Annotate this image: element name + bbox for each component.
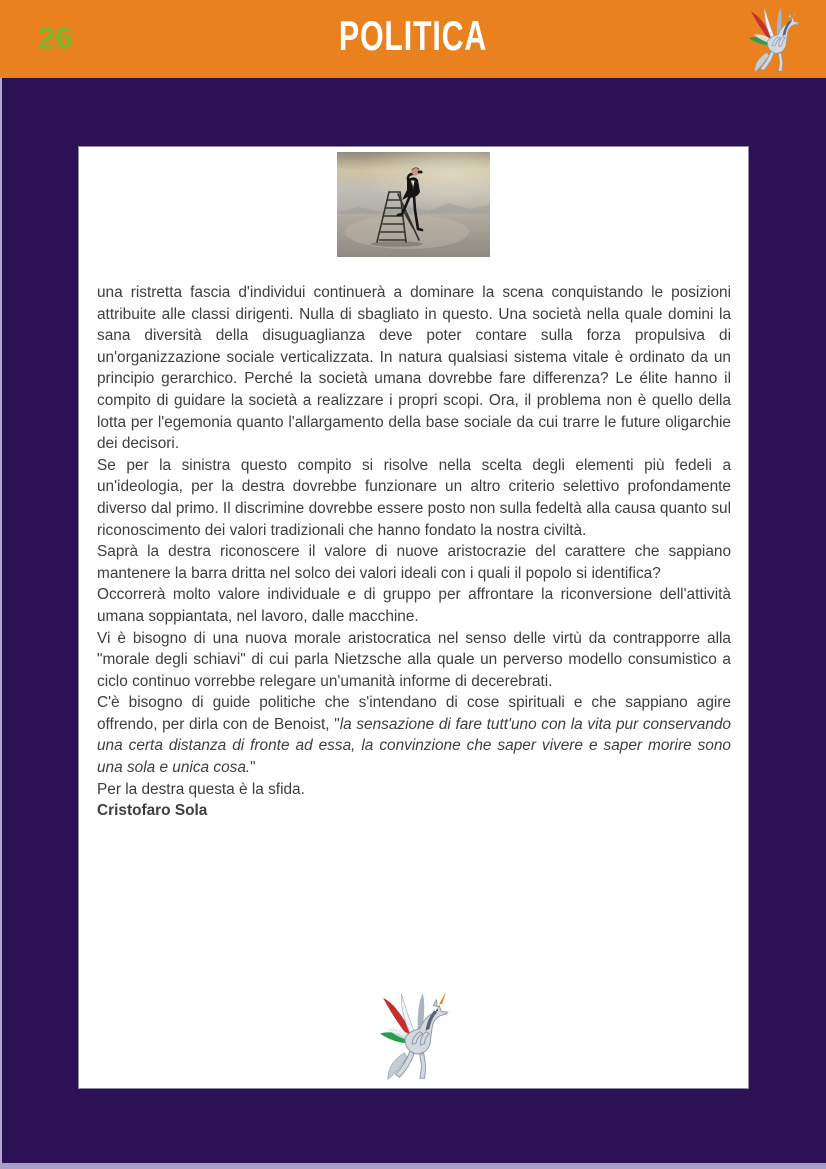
quote-italic-text: la sensazione di fare tutt'uno con la vita pur conservando una certa distanza di fronte ad essa, la convinzione che saper vivere e saper morire sono una sola e unica cosa. [97, 715, 731, 777]
content-panel [78, 146, 749, 1089]
bottom-edge-strip [0, 1163, 826, 1169]
closing-line: Per la destra questa è la sfida. [97, 780, 305, 798]
pegasus-logo-icon [373, 989, 455, 1086]
paragraph: Se per la sinistra questo compito si risolve nella scelta degli elementi più fedeli a un'ideologia, per la destra dovrebbe funzionare un altro criterio selettivo profondamente diverso dal primo. Il discrimine dovrebbe essere posto non sulla fedeltà alla causa quanto sul riconoscimento dei valori tradizionali che hanno fondato la nostra civiltà. [97, 456, 731, 539]
paragraph: Saprà la destra riconoscere il valore di nuove aristocrazie del carattere che sappiano mantenere la barra dritta nel solco dei valori ideali con i quali il popolo si identifica? [97, 543, 731, 582]
quote-prefix: C'è bisogno di guide politiche che s'intendano di cose spirituali e che sappiano agire offrendo, per dirla con de Benoist, " [97, 694, 731, 733]
paragraph: Vi è bisogno di una nuova morale aristocratica nel senso delle virtù da contrapporre alla "morale degli schiavi" di cui parla Nietzsche alla quale un perverso modello consumistico a ciclo continuo vorrebbe relegare un'umanità informe di decerebrati. [97, 629, 731, 690]
section-title: POLITICA [338, 13, 488, 60]
paragraph-quote [97, 692, 731, 778]
pegasus-logo-icon [744, 5, 804, 77]
paragraph: Occorrerà molto valore individuale e di gruppo per affrontare la riconversione dell'attività umana soppiantata, nel lavoro, dalle macchine. [97, 586, 731, 625]
author-byline: Cristofaro Sola [97, 802, 208, 820]
left-edge-strip [0, 78, 2, 1163]
man-on-ladder-photo [337, 152, 490, 257]
header-bar [0, 0, 826, 78]
page-number: 26 [38, 20, 73, 56]
quote-suffix: " [250, 759, 256, 777]
article-body [97, 282, 731, 822]
paragraph: una ristretta fascia d'individui continuerà a dominare la scena conquistando le posizioni attribuite alle classi dirigenti. Nulla di sbagliato in questo. Una società nella quale domini la sana diversità della disuguaglianza deve poter contare sulla forza propulsiva di un'organizzazione sociale verticalizzata. In natura qualsiasi sistema vitale è ordinato da un principio gerarchico. Perché la società umana dovrebbe fare differenza? Le élite hanno il compito di guidare la società a realizzare i propri scopi. Ora, il problema non è quello della lotta per l'egemonia quanto l'allargamento della base sociale da cui trarre le future oligarchie dei decisori. [97, 284, 731, 453]
